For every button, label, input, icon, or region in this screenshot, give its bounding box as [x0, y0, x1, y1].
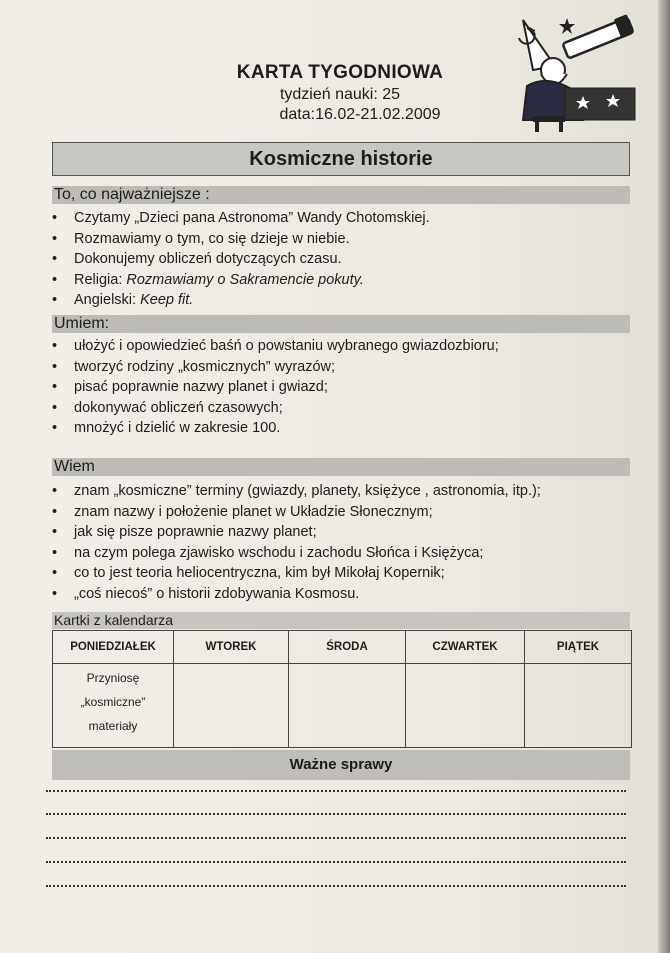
list-item: • Religia: Rozmawiamy o Sakramencie pokuty.	[52, 271, 364, 288]
notes-line	[46, 790, 626, 792]
page-edge	[658, 0, 670, 953]
list-item: • Angielski: Keep fit.	[52, 292, 194, 308]
know-list	[52, 481, 541, 604]
list-item: • na czym polega zjawisko wschodu i zachodu Słońca i Księżyca;	[52, 544, 484, 561]
monday-note-line: Przyniosę	[86, 671, 140, 685]
list-item: • Dokonujemy obliczeń dotyczących czasu.	[52, 251, 342, 267]
thursday-cell	[406, 664, 525, 748]
date-range: data:16.02-21.02.2009	[279, 106, 441, 123]
list-item: • znam nazwy i położenie planet w Układzie Słonecznym;	[52, 503, 433, 520]
list-item: • tworzyć rodziny „kosmicznych” wyrazów;	[52, 358, 336, 375]
list-item: • „coś niecoś” o historii zdobywania Kosmosu.	[52, 585, 360, 602]
list-item: • Czytamy „Dzieci pana Astronoma” Wandy Chotomskiej.	[52, 210, 430, 226]
notes-line	[46, 885, 626, 887]
list-item: • jak się pisze poprawnie nazwy planet;	[52, 524, 317, 540]
list-item: • znam „kosmiczne” terminy (gwiazdy, planety, księżyce , astronomia, itp.);	[52, 483, 541, 499]
day-header-friday: PIĄTEK	[525, 631, 632, 664]
tuesday-cell	[174, 664, 289, 748]
notes-heading: Ważne sprawy	[52, 750, 630, 780]
notes-line	[46, 861, 626, 863]
monday-cell	[53, 664, 174, 748]
list-item: • dokonywać obliczeń czasowych;	[52, 399, 283, 416]
can-list	[52, 336, 499, 439]
list-item: • mnożyć i dzielić w zakresie 100.	[52, 420, 281, 436]
notes-line	[46, 813, 626, 815]
section-know-heading: Wiem	[52, 458, 630, 476]
monday-note-line: materiały	[88, 719, 138, 733]
notes-line	[46, 837, 626, 839]
monday-note-line: „kosmiczne”	[80, 695, 146, 709]
worksheet-title: KARTA TYGODNIOWA	[236, 62, 444, 83]
friday-cell	[525, 664, 632, 748]
day-header-wednesday: ŚRODA	[289, 631, 406, 664]
header	[200, 62, 480, 124]
section-can-heading: Umiem:	[52, 315, 630, 333]
important-list	[52, 208, 430, 311]
calendar-table	[52, 630, 632, 748]
day-header-thursday: CZWARTEK	[406, 631, 525, 664]
list-item: • Rozmawiamy o tym, co się dzieje w niebie.	[52, 230, 350, 247]
wizard-telescope-icon	[505, 8, 645, 133]
calendar-label: Kartki z kalendarza	[52, 612, 630, 629]
topic-banner: Kosmiczne historie	[52, 142, 630, 176]
study-week: tydzień nauki: 25	[279, 86, 401, 103]
wednesday-cell	[289, 664, 406, 748]
day-header-monday: PONIEDZIAŁEK	[53, 631, 174, 664]
list-item: • ułożyć i opowiedzieć baśń o powstaniu wybranego gwiazdozbioru;	[52, 338, 499, 354]
day-header-tuesday: WTOREK	[174, 631, 289, 664]
section-important-heading: To, co najważniejsze :	[52, 186, 630, 204]
list-item: • co to jest teoria heliocentryczna, kim był Mikołaj Kopernik;	[52, 565, 445, 581]
list-item: • pisać poprawnie nazwy planet i gwiazd;	[52, 379, 328, 395]
